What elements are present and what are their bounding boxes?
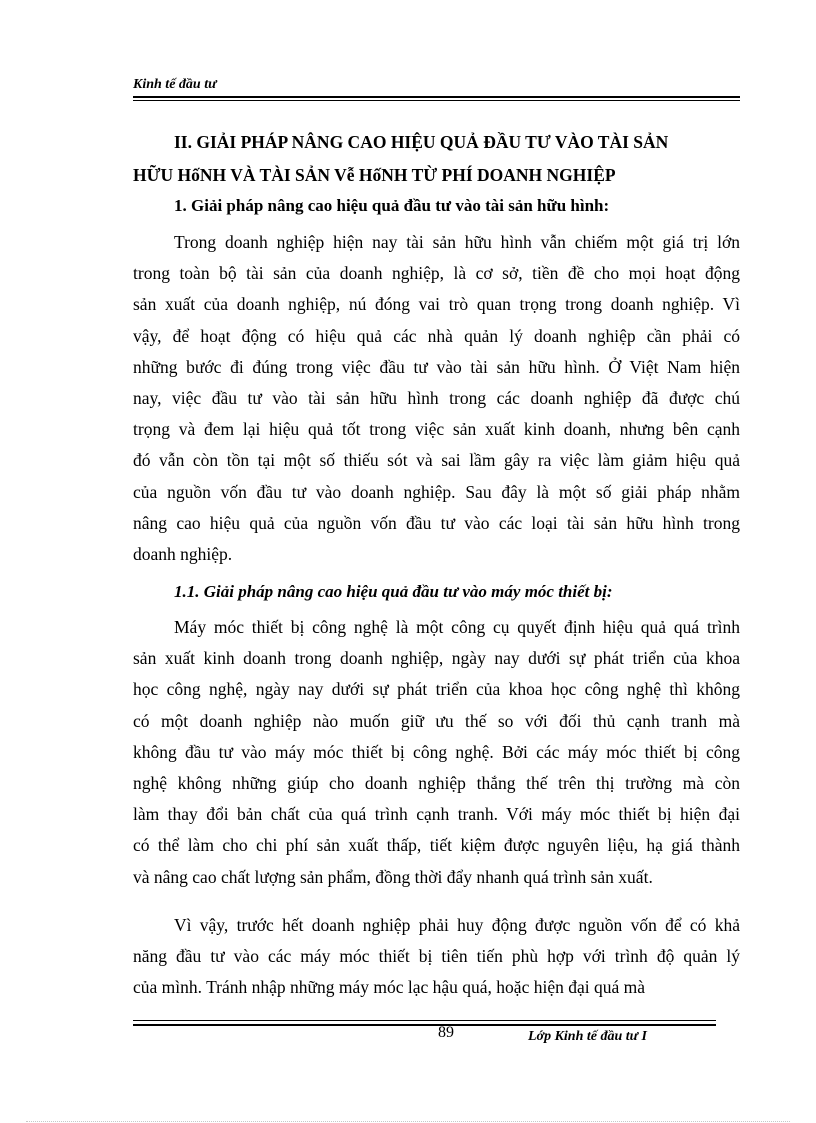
text-line: không đầu tư vào máy móc thiết bị công nghệ. Bởi các máy móc thiết bị công [133,741,740,762]
text-line: nghệ không những giúp cho doanh nghiệp thắng thế trên thị trường mà còn [133,772,740,793]
footer-rule-top [133,1020,716,1021]
text-line: nâng cao hiệu quả của nguồn vốn đầu tư vào các loại tài sản hữu hình trong [133,512,740,533]
subsection-title: 1.1. Giải pháp nâng cao hiệu quả đầu tư vào máy móc thiết bị: [174,582,613,601]
text-line: làm thay đổi bản chất của quá trình cạnh tranh. Với máy móc thiết bị hiện đại [133,804,740,825]
text-line: của nguồn vốn đầu tư vào doanh nghiệp. Sau đây là một số giải pháp nhằm [133,481,740,502]
header-rule-top [133,96,740,98]
header-rule-bottom [133,100,740,101]
text-line: năng đầu tư vào các máy móc thiết bị tiên tiến phù hợp với trình độ quản lý [133,946,740,967]
text-line: và nâng cao chất lượng sản phẩm, đồng thời đẩy nhanh quá trình sản xuất. [133,866,653,887]
running-header: Kinh tế đầu tư [133,77,217,92]
footer-rule-bottom [133,1024,716,1026]
section-heading [133,126,740,192]
paragraph-machinery [133,612,740,893]
text-line: có một doanh nghiệp nào muốn giữ ưu thế so với đối thủ cạnh tranh mà [133,710,740,731]
text-line: vậy, để hoạt động có hiệu quả các nhà quản lý doanh nghiệp cần phải có [133,325,740,346]
page-number: 89 [438,1024,454,1041]
text-line: nay, việc đầu tư vào tài sản hữu hình trong các doanh nghiệp đã được chú [133,387,740,408]
text-line: có thể làm cho chi phí sản xuất thấp, tiết kiệm được nguyên liệu, hạ giá thành [133,835,740,856]
text-line: Máy móc thiết bị công nghệ là một công cụ quyết định hiệu quả quá trình [174,617,740,637]
section-heading-line: HỮU HốNH VÀ TÀI SẢN Vễ HốNH TỪ PHÍ DOANH NGHIỆP [133,165,616,185]
text-line: của mình. Tránh nhập những máy móc lạc hậu quá, hoặc hiện đại quá mà [133,977,645,998]
text-line: doanh nghiệp. [133,543,233,564]
running-footer: Lớp Kinh tế đầu tư I [528,1029,647,1044]
text-line: học công nghệ, ngày nay dưới sự phát triển của khoa học công nghệ thì không [133,679,740,700]
text-line: trong toàn bộ tài sản của doanh nghiệp, là cơ sở, tiền đề cho mọi hoạt động [133,263,740,284]
text-line: đó vẫn còn tồn tại một số thiếu sót và sai lầm gây ra việc làm giảm hiệu quả [133,450,740,471]
paragraph-capital [133,910,740,1004]
page-bottom-edge [26,1121,790,1122]
subsection-title: 1. Giải pháp nâng cao hiệu quả đầu tư vào tài sản hữu hình: [174,196,610,215]
text-line: Trong doanh nghiệp hiện nay tài sản hữu hình vẫn chiếm một giá trị lớn [174,232,740,252]
text-line: những bước đi đúng trong việc đầu tư vào tài sản hữu hình. Ở Việt Nam hiện [133,356,740,377]
text-line: trọng và đem lại hiệu quả tốt trong việc sản xuất kinh doanh, nhưng bên cạnh [133,419,740,440]
text-line: Vì vậy, trước hết doanh nghiệp phải huy động được nguồn vốn để có khả [174,915,740,935]
text-line: sản xuất kinh doanh trong doanh nghiệp, ngày nay dưới sự phát triển của khoa [133,648,740,669]
paragraph-intro [133,227,740,570]
text-line: sản xuất của doanh nghiệp, nú đóng vai trò quan trọng trong doanh nghiệp. Vì [133,294,740,315]
section-heading-line: II. GIẢI PHÁP NÂNG CAO HIỆU QUẢ ĐẦU TƯ VÀO TÀI SẢN [174,132,669,152]
